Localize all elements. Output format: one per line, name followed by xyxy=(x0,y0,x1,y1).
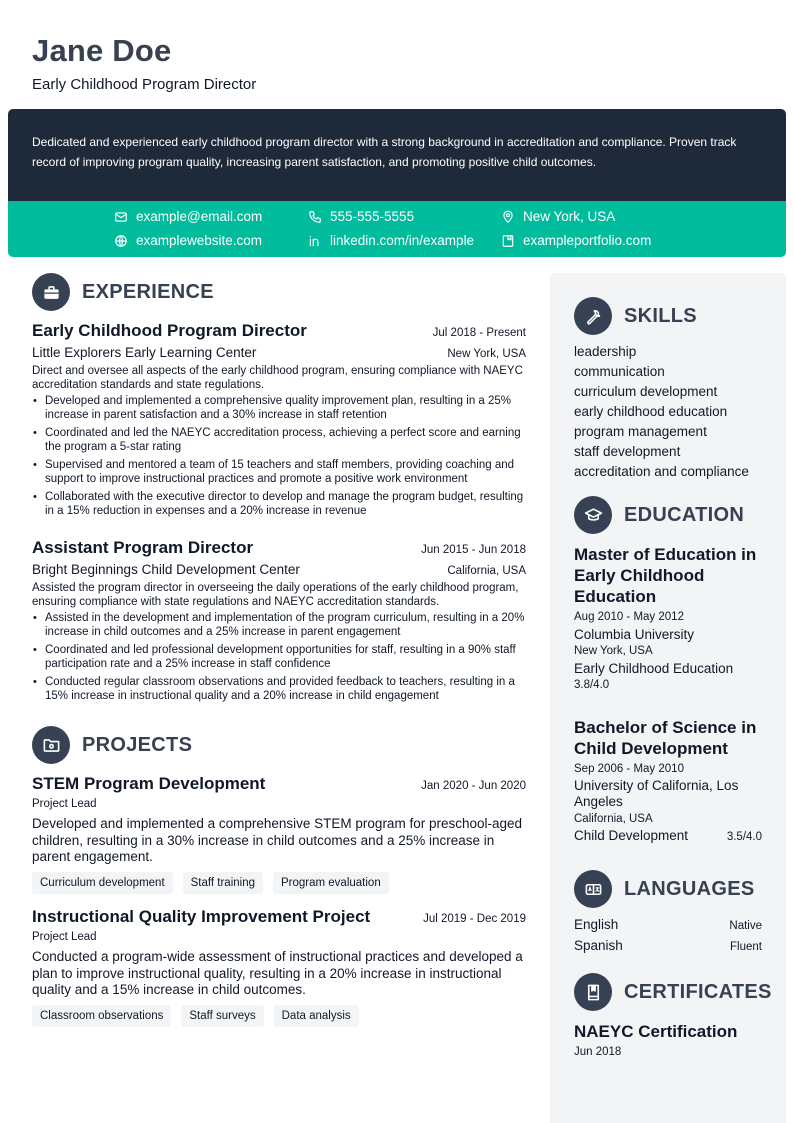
project-title: Instructional Quality Improvement Project xyxy=(32,907,371,926)
skill-item: leadership xyxy=(574,344,637,359)
project-tag: Data analysis xyxy=(274,1005,359,1027)
education-dates: Sep 2006 - May 2010 xyxy=(574,763,684,775)
skill-item: accreditation and compliance xyxy=(574,464,749,479)
job-summary: Assisted the program director in overseeing the daily operations of the early childhood program, ensuring compliance with state regulations and NAEYC accreditation standards. xyxy=(32,582,519,608)
job-bullet: • Collaborated with the executive director to develop and manage the program budget, resulting in a 15% reduction in expenses and a 20% increase in revenue xyxy=(32,490,526,518)
job-company: Bright Beginnings Child Development Center xyxy=(32,562,300,577)
education-entry xyxy=(574,717,762,843)
linkedin-icon xyxy=(308,234,322,248)
language-row xyxy=(574,915,762,936)
folder-icon xyxy=(32,726,70,764)
project-title: STEM Program Development xyxy=(32,774,266,793)
website-text: examplewebsite.com xyxy=(136,233,263,248)
certificate-entry xyxy=(574,1021,762,1058)
degree-title: Bachelor of Science in Child Development xyxy=(574,718,757,758)
education-dates: Aug 2010 - May 2012 xyxy=(574,611,684,623)
job-title: Early Childhood Program Director xyxy=(32,321,307,340)
projects-title: PROJECTS xyxy=(82,733,193,756)
education-heading xyxy=(574,496,744,534)
certificate-date: Jun 2018 xyxy=(574,1046,622,1058)
languages-heading xyxy=(574,870,754,908)
job-bullet: • Assisted in the development and implementation of the program curriculum, resulting in a 20% increase in child outcomes and a 25% increase in parent engagement xyxy=(32,611,526,639)
certificate-name: NAEYC Certification xyxy=(574,1022,738,1041)
map-pin-icon xyxy=(501,210,515,224)
project-tags xyxy=(32,1005,526,1027)
email-text: example@email.com xyxy=(136,209,263,224)
job-bullets xyxy=(32,611,526,703)
education-location: California, USA xyxy=(574,813,653,825)
experience-title: EXPERIENCE xyxy=(82,280,214,303)
language-name: English xyxy=(574,917,619,932)
project-role: Project Lead xyxy=(32,798,97,810)
job-bullet: • Developed and implemented a comprehensive quality improvement plan, resulting in a 25% increase in parent satisfaction and a 30% increase in staff retention xyxy=(32,394,526,422)
projects-heading xyxy=(32,726,192,764)
project-tags xyxy=(32,872,526,894)
contact-linkedin[interactable] xyxy=(308,233,474,248)
certificates-heading xyxy=(574,973,772,1011)
language-level: Native xyxy=(729,920,762,932)
job-dates: Jul 2018 - Present xyxy=(432,327,526,339)
job-company: Little Explorers Early Learning Center xyxy=(32,345,257,360)
project-tag: Classroom observations xyxy=(32,1005,171,1027)
project-tag: Program evaluation xyxy=(273,872,389,894)
project-description: Developed and implemented a comprehensive STEM program for preschool-aged children, resulting in a 30% increase in child outcomes and a 25% increase in parent engagement. xyxy=(32,816,523,864)
location-text: New York, USA xyxy=(523,209,616,224)
portfolio-text: exampleportfolio.com xyxy=(523,233,652,248)
contact-bar xyxy=(8,201,786,257)
linkedin-text: linkedin.com/in/example xyxy=(330,233,475,248)
education-field: Child Development xyxy=(574,828,689,843)
project-tag: Staff surveys xyxy=(181,1005,263,1027)
job-location: New York, USA xyxy=(447,348,526,360)
job-title: Assistant Program Director xyxy=(32,538,254,557)
phone-text: 555-555-5555 xyxy=(330,209,415,224)
summary-text: Dedicated and experienced early childhood program director with a strong background in accreditation and compliance. Proven track record of improving program quality, increasing parent satisfaction, and promoting positive child outcomes. xyxy=(32,135,737,169)
contact-email[interactable] xyxy=(114,209,262,224)
portfolio-icon xyxy=(501,234,515,248)
job-bullet: • Conducted regular classroom observations and provided feedback to teachers, resulting in a 15% increase in instructional quality and a 20% increase in child engagement xyxy=(32,675,526,703)
degree-title: Master of Education in Early Childhood Education xyxy=(574,545,757,606)
project-tag: Staff training xyxy=(183,872,263,894)
languages-list xyxy=(574,915,762,957)
skill-item: curriculum development xyxy=(574,384,718,399)
certificate-icon xyxy=(574,973,612,1011)
candidate-headline: Early Childhood Program Director xyxy=(32,76,257,93)
education-gpa: 3.8/4.0 xyxy=(574,679,610,691)
summary-panel xyxy=(8,109,786,201)
contact-phone[interactable] xyxy=(308,209,414,224)
job-bullet: • Coordinated and led professional development opportunities for staff, resulting in a 90% staff participation rate and a 25% increase in staff confidence xyxy=(32,643,526,671)
education-entry xyxy=(574,544,762,691)
resume-header xyxy=(32,34,256,93)
skill-item: communication xyxy=(574,364,665,379)
job-summary: Direct and oversee all aspects of the early childhood program, ensuring compliance with NAEYC accreditation standards and state regulations. xyxy=(32,365,523,391)
skills-list xyxy=(574,342,762,482)
project-dates: Jul 2019 - Dec 2019 xyxy=(423,913,526,925)
project-entry xyxy=(32,774,526,894)
mail-icon xyxy=(114,210,128,224)
contact-location xyxy=(501,209,615,224)
job-bullet: • Coordinated and led the NAEYC accreditation process, achieving a perfect score and earning the program a 5-star rating xyxy=(32,426,526,454)
project-dates: Jan 2020 - Jun 2020 xyxy=(421,780,526,792)
project-tag: Curriculum development xyxy=(32,872,173,894)
briefcase-icon xyxy=(32,273,70,311)
contact-portfolio[interactable] xyxy=(501,233,651,248)
candidate-name: Jane Doe xyxy=(32,33,172,68)
education-school: University of California, Los Angeles xyxy=(574,778,739,809)
language-row xyxy=(574,936,762,957)
languages-title: LANGUAGES xyxy=(624,877,755,900)
translate-icon xyxy=(574,870,612,908)
skills-title: SKILLS xyxy=(624,304,697,327)
skill-item: early childhood education xyxy=(574,404,728,419)
wrench-icon xyxy=(574,297,612,335)
experience-entry xyxy=(32,321,526,522)
project-description: Conducted a program-wide assessment of instructional practices and developed a plan to improve instructional quality, resulting in a 20% increase in instructional quality and a 15% increase in child outcomes. xyxy=(32,949,523,997)
education-location: New York, USA xyxy=(574,645,653,657)
experience-heading xyxy=(32,273,214,311)
language-level: Fluent xyxy=(730,941,762,953)
graduation-cap-icon xyxy=(574,496,612,534)
skill-item: program management xyxy=(574,424,707,439)
project-role: Project Lead xyxy=(32,931,97,943)
skills-heading xyxy=(574,297,697,335)
certificates-title: CERTIFICATES xyxy=(624,980,772,1003)
skill-item: staff development xyxy=(574,444,681,459)
project-entry xyxy=(32,907,526,1027)
language-name: Spanish xyxy=(574,938,623,953)
globe-icon xyxy=(114,234,128,248)
education-school: Columbia University xyxy=(574,627,695,642)
job-bullets xyxy=(32,394,526,518)
contact-website[interactable] xyxy=(114,233,262,248)
phone-icon xyxy=(308,210,322,224)
education-title: EDUCATION xyxy=(624,503,745,526)
experience-entry xyxy=(32,538,526,707)
job-location: California, USA xyxy=(447,565,526,577)
job-bullet: • Supervised and mentored a team of 15 teachers and staff members, providing coaching and support to improve instructional practices and promote a positive work environment xyxy=(32,458,526,486)
education-field: Early Childhood Education xyxy=(574,661,734,676)
job-dates: Jun 2015 - Jun 2018 xyxy=(421,544,526,556)
education-gpa: 3.5/4.0 xyxy=(726,831,762,843)
